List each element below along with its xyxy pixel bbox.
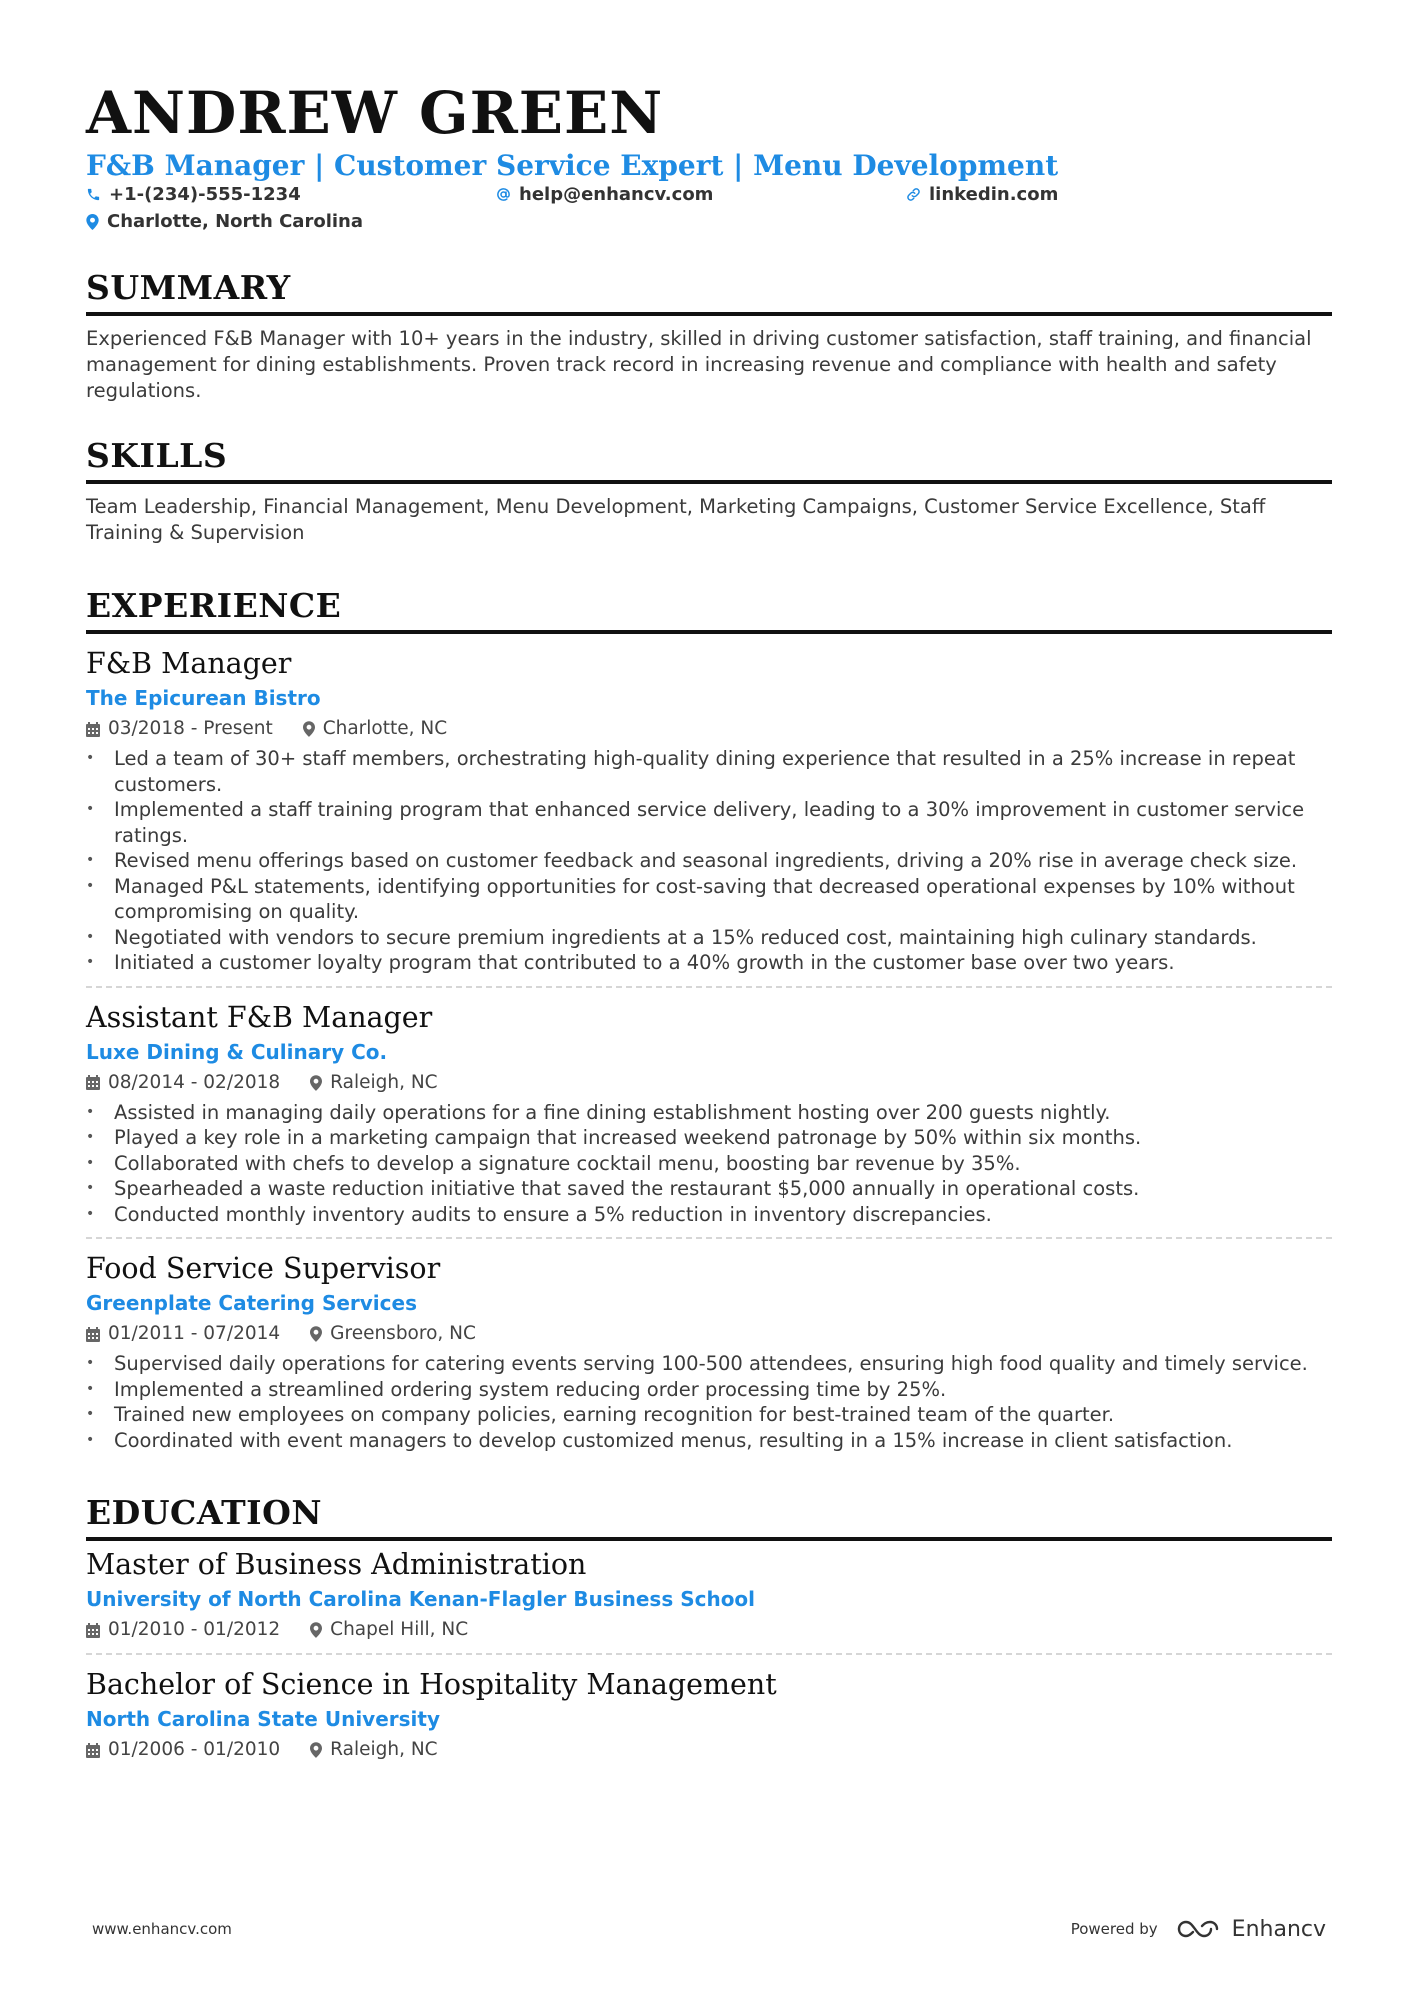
date-range [86, 1737, 280, 1763]
location-text: Charlotte, North Carolina [107, 211, 363, 232]
job-meta [86, 1070, 1332, 1096]
summary-text: Experienced F&B Manager with 10+ years in the industry, skilled in driving customer satisfaction, staff training, and financial management for dining establishments. Proven track record in increasing revenue and compliance with health and safety regulations. [86, 327, 1312, 402]
list-item: • Coordinated with event managers to develop customized menus, resulting in a 15% increase in client satisfaction. [86, 1428, 1332, 1454]
date-text: 08/2014 - 02/2018 [108, 1071, 281, 1093]
school-name: University of North Carolina Kenan-Flagler Business School [86, 1587, 756, 1611]
location-text: Greensboro, NC [330, 1323, 476, 1344]
location-text: Raleigh, NC [330, 1071, 438, 1093]
date-range [86, 1321, 280, 1347]
calendar-icon [86, 722, 100, 737]
page-footer [92, 1914, 1326, 1944]
brand-name: Enhancv [1231, 1916, 1326, 1942]
school-location [310, 1617, 468, 1643]
location-text: Raleigh, NC [330, 1739, 438, 1760]
job-location [310, 1321, 476, 1347]
list-item: • Conducted monthly inventory audits to ensure a 5% reduction in inventory discrepancies. [86, 1202, 1332, 1228]
powered-by [1071, 1917, 1326, 1942]
location-pin-icon [86, 214, 99, 230]
education-entry [86, 1653, 1332, 1763]
footer-website[interactable]: www.enhancv.com [92, 1920, 232, 1938]
job-meta [86, 716, 1332, 742]
location-pin-icon [310, 1075, 322, 1091]
school-name: North Carolina State University [86, 1707, 440, 1731]
list-item: • Implemented a staff training program that enhanced service delivery, leading to a 30% improvement in customer service ratings. [86, 797, 1332, 848]
contact-email[interactable] [496, 184, 713, 205]
degree-title: Bachelor of Science in Hospitality Management [86, 1668, 777, 1701]
date-range [86, 1617, 280, 1643]
list-item: • Implemented a streamlined ordering system reducing order processing time by 25%. [86, 1377, 1332, 1403]
list-item: • Revised menu offerings based on customer feedback and seasonal ingredients, driving a 20% rise in average check size. [86, 848, 1332, 874]
contact-location [86, 211, 363, 232]
location-pin-icon [310, 1742, 322, 1758]
date-range [86, 1070, 280, 1096]
calendar-icon [86, 1075, 100, 1090]
list-item: • Negotiated with vendors to secure premium ingredients at a 15% reduced cost, maintaining high culinary standards. [86, 925, 1332, 951]
linkedin-text: linkedin.com [929, 184, 1059, 205]
link-icon [906, 187, 921, 202]
calendar-icon [86, 1623, 100, 1638]
degree-title: Master of Business Administration [86, 1548, 587, 1581]
education-entry [86, 1541, 1332, 1643]
phone-icon [86, 187, 101, 202]
skills-text: Team Leadership, Financial Management, Menu Development, Marketing Campaigns, Customer Service Excellence, Staff Training & Supervision [86, 495, 1266, 544]
list-item: • Managed P&L statements, identifying opportunities for cost-saving that decreased operational expenses by 10% without compromising on quality. [86, 874, 1332, 925]
experience-entry [86, 1237, 1332, 1453]
skills-section [86, 436, 1332, 546]
experience-section [86, 586, 1332, 1453]
company-name: The Epicurean Bistro [86, 686, 321, 710]
date-text: 03/2018 - Present [108, 718, 273, 739]
location-text: Chapel Hill, NC [330, 1619, 469, 1640]
achievements-list [86, 746, 1332, 976]
contact-info [86, 184, 1332, 238]
at-icon [496, 187, 511, 202]
job-title: F&B Manager [86, 647, 292, 680]
phone-text: +1-(234)-555-1234 [109, 184, 301, 205]
resume-page [86, 78, 1332, 1763]
school-location [310, 1737, 437, 1763]
list-item: • Assisted in managing daily operations for a fine dining establishment hosting over 200 guests nightly. [86, 1100, 1332, 1126]
list-item: • Played a key role in a marketing campaign that increased weekend patronage by 50% within six months. [86, 1125, 1332, 1151]
location-pin-icon [303, 721, 315, 737]
enhancv-logo[interactable] [1176, 1917, 1326, 1942]
date-text: 01/2011 - 07/2014 [108, 1323, 281, 1344]
location-pin-icon [310, 1326, 322, 1342]
job-title: Assistant F&B Manager [86, 1000, 433, 1034]
calendar-icon [86, 1743, 100, 1758]
education-heading: EDUCATION [86, 1493, 1332, 1541]
experience-entry [86, 986, 1332, 1228]
contact-phone[interactable] [86, 184, 301, 205]
date-text: 01/2006 - 01/2010 [108, 1739, 281, 1760]
candidate-name: ANDREW GREEN [86, 79, 664, 147]
summary-section [86, 268, 1332, 404]
list-item: • Spearheaded a waste reduction initiative that saved the restaurant $5,000 annually in operational costs. [86, 1176, 1332, 1202]
job-title: Food Service Supervisor [86, 1252, 441, 1285]
education-meta [86, 1737, 1332, 1763]
list-item: • Trained new employees on company policies, earning recognition for best-trained team of the quarter. [86, 1402, 1332, 1428]
achievements-list [86, 1351, 1332, 1453]
location-text: Charlotte, NC [322, 718, 448, 739]
education-section [86, 1493, 1332, 1763]
summary-heading: SUMMARY [86, 268, 1332, 316]
location-pin-icon [310, 1622, 322, 1638]
company-name: Luxe Dining & Culinary Co. [86, 1039, 388, 1064]
job-location [310, 1070, 437, 1096]
skills-heading: SKILLS [86, 436, 1332, 484]
candidate-headline: F&B Manager | Customer Service Expert | Menu Development [86, 149, 1059, 182]
date-text: 01/2010 - 01/2012 [108, 1619, 281, 1640]
calendar-icon [86, 1327, 100, 1342]
achievements-list [86, 1100, 1332, 1228]
list-item: • Supervised daily operations for catering events serving 100-500 attendees, ensuring high food quality and timely service. [86, 1351, 1332, 1377]
date-range [86, 716, 273, 742]
enhancv-logo-icon [1176, 1918, 1222, 1940]
job-meta [86, 1321, 1332, 1347]
email-text: help@enhancv.com [519, 184, 714, 205]
experience-heading: EXPERIENCE [86, 586, 1332, 634]
experience-entry [86, 634, 1332, 976]
company-name: Greenplate Catering Services [86, 1291, 417, 1315]
education-meta [86, 1617, 1332, 1643]
list-item: • Led a team of 30+ staff members, orchestrating high-quality dining experience that resulted in a 25% increase in repeat customers. [86, 746, 1332, 797]
list-item: • Initiated a customer loyalty program that contributed to a 40% growth in the customer base over two years. [86, 950, 1332, 976]
job-location [303, 716, 447, 742]
list-item: • Collaborated with chefs to develop a signature cocktail menu, boosting bar revenue by 35%. [86, 1151, 1332, 1177]
powered-by-label: Powered by [1070, 1920, 1158, 1938]
contact-linkedin[interactable] [906, 184, 1058, 205]
